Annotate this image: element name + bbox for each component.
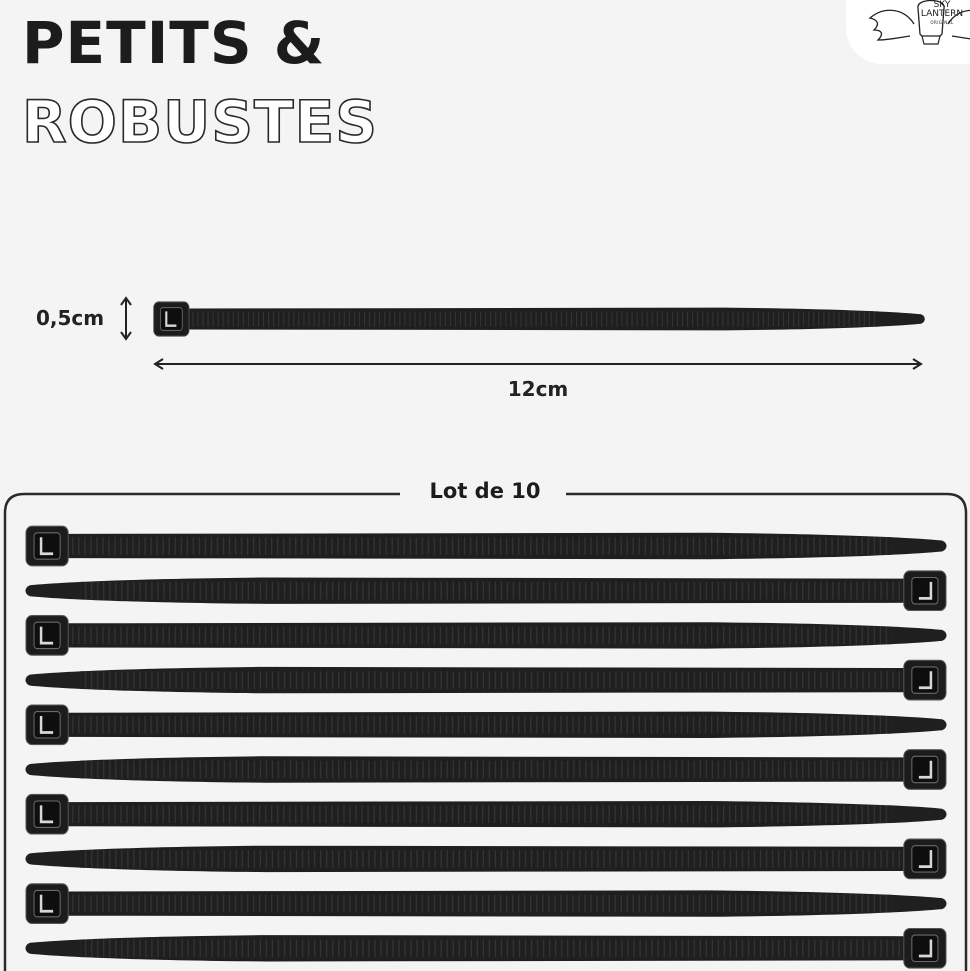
width-dimension-label: 0,5cm bbox=[36, 306, 105, 330]
headline-line-1: PETITS & bbox=[22, 9, 326, 77]
length-dimension-label: 12cm bbox=[507, 377, 569, 401]
cable-tie-icon bbox=[26, 839, 946, 879]
cable-tie-icon bbox=[26, 750, 946, 790]
cable-tie-icon bbox=[26, 705, 946, 745]
cable-tie-icon bbox=[154, 302, 925, 336]
logo-text-sky: SKY bbox=[933, 0, 951, 10]
cable-tie-icon bbox=[26, 660, 946, 700]
cable-tie-icon bbox=[26, 526, 946, 566]
logo-text-lantern: LANTERN bbox=[920, 9, 964, 19]
double-arrow-icon bbox=[121, 298, 131, 339]
cable-tie-icon bbox=[26, 571, 946, 611]
headline-line-2: ROBUSTES bbox=[22, 88, 378, 156]
cable-tie-icon bbox=[26, 794, 946, 834]
cable-tie-icon bbox=[26, 616, 946, 656]
lot-label: Lot de 10 bbox=[429, 479, 541, 503]
cable-tie-icon bbox=[26, 929, 946, 969]
cable-tie-icon bbox=[26, 884, 946, 924]
lot-ties bbox=[26, 526, 947, 968]
logo-text-original: ORIGINAL bbox=[930, 20, 954, 25]
double-arrow-icon bbox=[155, 359, 921, 369]
